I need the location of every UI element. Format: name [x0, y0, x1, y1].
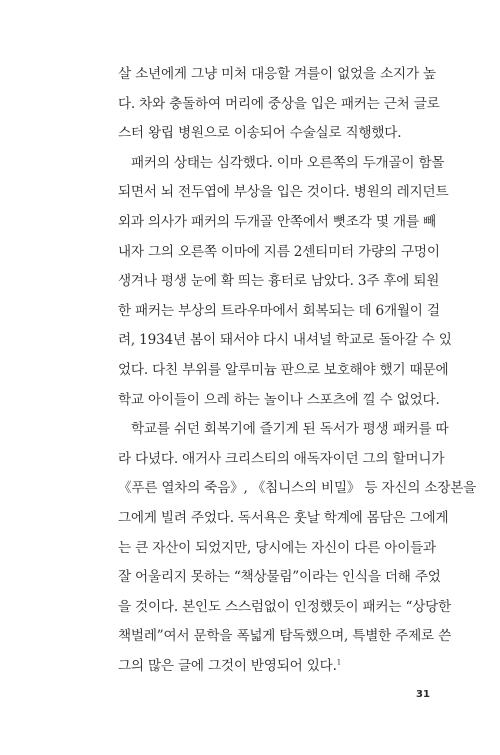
text-line: 다. 차와 충돌하여 머리에 중상을 입은 패커는 근처 글로 [118, 95, 440, 112]
text-line: 라 다녔다. 애거사 크리스티의 애독자이던 그의 할머니가 [118, 450, 445, 467]
final-line-text: 그의 많은 글에 그것이 반영되어 있다. [118, 657, 337, 674]
text-line: 한 패커는 부상의 트라우마에서 회복되는 데 6개월이 걸 [118, 302, 440, 319]
text-line: 책벌레”여서 문학을 폭넓게 탐독했으며, 특별한 주제로 쓴 [118, 628, 452, 645]
text-line: 잘 어울리지 못하는 “책상물림”이라는 인식을 더해 주었 [118, 569, 441, 586]
text-line: 는 큰 자산이 되었지만, 당시에는 자신이 다른 아이들과 [118, 539, 436, 556]
text-line-final [118, 657, 436, 687]
text-line: 그에게 빌려 주었다. 독서욕은 훗날 학계에 몸담은 그에게 [118, 509, 449, 526]
text-line: 스터 왕립 병원으로 이송되어 수술실로 직행했다. [118, 125, 402, 142]
text-line: 패커의 상태는 심각했다. 이마 오른쪽의 두개골이 함몰 [131, 154, 445, 171]
text-line: 학교 아이들이 으레 하는 놀이나 스포츠에 낄 수 없었다. [118, 391, 440, 408]
text-line: 을 것이다. 본인도 스스럼없이 인정했듯이 패커는 “상당한 [118, 598, 452, 615]
body-text [118, 65, 477, 686]
text-line: 학교를 쉬던 회복기에 즐기게 된 독서가 평생 패커를 따 [131, 421, 449, 438]
footnote-reference[interactable]: 1 [336, 658, 341, 667]
text-line: 었다. 다친 부위를 알루미늄 판으로 보호해야 했기 때문에 [118, 361, 449, 378]
text-line: 외과 의사가 패커의 두개골 안쪽에서 뼛조각 몇 개를 빼 [118, 213, 436, 230]
page-number: 31 [416, 689, 430, 700]
text-line: 살 소년에게 그냥 미처 대응할 겨를이 없었을 소지가 높 [118, 66, 436, 82]
text-line: 되면서 뇌 전두엽에 부상을 입은 것이다. 병원의 레지던트 [118, 184, 449, 201]
text-line: 생겨나 평생 눈에 확 띄는 흉터로 남았다. 3주 후에 퇴원 [118, 273, 440, 290]
text-line: 《푸른 열차의 죽음》, 《침니스의 비밀》 등 자신의 소장본을 [118, 480, 477, 497]
text-line: 내자 그의 오른쪽 이마에 지름 2센티미터 가량의 구멍이 [118, 243, 440, 260]
text-line: 려, 1934년 봄이 돼서야 다시 내셔널 학교로 돌아갈 수 있 [118, 332, 452, 349]
